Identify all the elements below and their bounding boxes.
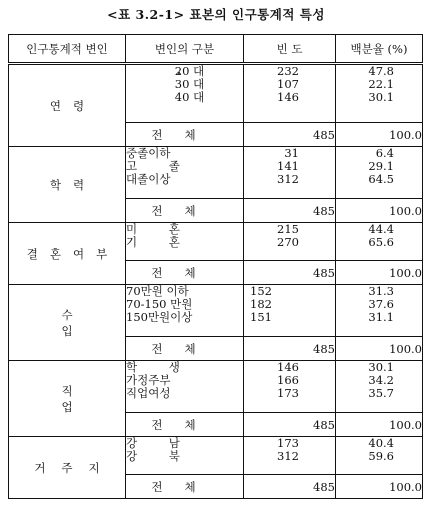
subgroup-label: 직업여성	[126, 386, 171, 400]
frequency-value: 182	[250, 297, 272, 311]
total-frequency: 485	[244, 413, 336, 437]
category-marital: 결혼여부	[9, 223, 126, 285]
subgroup-label: 미 혼	[126, 222, 194, 236]
percent-value: 30.1	[368, 90, 394, 104]
percent-value: 64.5	[368, 172, 394, 186]
frequency-value: 270	[277, 235, 299, 249]
category-residence: 거주지	[9, 437, 126, 499]
total-frequency: 485	[244, 199, 336, 223]
percent-value: 37.6	[368, 297, 394, 311]
total-label: 전체	[126, 475, 244, 499]
subgroup-list	[126, 64, 244, 123]
subgroup-label: 가정주부	[126, 373, 171, 387]
table-row-residence	[9, 437, 423, 475]
category-education: 학력	[9, 147, 126, 223]
percent-value: 29.1	[368, 159, 394, 173]
percent-value: 40.4	[368, 436, 394, 450]
demographics-table	[8, 34, 423, 499]
subgroup-list	[126, 223, 244, 261]
header-frequency: 빈 도	[244, 35, 336, 64]
subgroup-list	[126, 285, 244, 337]
total-percent: 100.0	[336, 261, 423, 285]
percent-list	[336, 285, 423, 337]
percent-value: 31.3	[368, 284, 394, 298]
percent-list	[336, 147, 423, 199]
total-frequency: 485	[244, 123, 336, 147]
percent-list	[336, 223, 423, 261]
header-percent: 백분율 (%)	[336, 35, 423, 64]
frequency-value: 107	[277, 77, 299, 91]
frequency-value: 173	[277, 436, 299, 450]
frequency-value: 173	[277, 386, 299, 400]
frequency-list	[244, 147, 336, 199]
percent-value: 35.7	[368, 386, 394, 400]
total-label: 전체	[126, 413, 244, 437]
frequency-list	[244, 361, 336, 413]
subgroup-label: 학 생	[126, 360, 194, 374]
frequency-value: 232	[277, 64, 299, 78]
subgroup-label: 150만원이상	[126, 310, 193, 324]
total-label: 전체	[126, 337, 244, 361]
table-row-age	[9, 64, 423, 123]
frequency-value: 146	[277, 360, 299, 374]
frequency-value: 312	[277, 172, 299, 186]
total-percent: 100.0	[336, 475, 423, 499]
percent-value: 22.1	[368, 77, 394, 91]
subgroup-label: 강 북	[126, 449, 194, 463]
header-category: 인구통계적 변인	[9, 35, 126, 64]
percent-value: 59.6	[368, 449, 394, 463]
table-caption: <표 3.2-1> 표본의 인구통계적 특성	[107, 7, 325, 22]
percent-value: 47.8	[368, 64, 394, 78]
frequency-list	[244, 64, 336, 123]
frequency-value: 31	[284, 146, 299, 160]
subgroup-label: 고 졸	[126, 159, 194, 173]
frequency-value: 166	[277, 373, 299, 387]
percent-value: 31.1	[368, 310, 394, 324]
subgroup-label: 대졸이상	[126, 172, 171, 186]
percent-value: 44.4	[368, 222, 394, 236]
percent-value: 30.1	[368, 360, 394, 374]
subgroup-label: 70만원 이하	[126, 284, 189, 298]
frequency-value: 141	[277, 159, 299, 173]
subgroup-list	[126, 361, 244, 413]
frequency-value: 146	[277, 90, 299, 104]
total-percent: 100.0	[336, 413, 423, 437]
total-frequency: 485	[244, 337, 336, 361]
subgroup-list	[126, 147, 244, 199]
header-row	[9, 35, 423, 64]
frequency-value: 215	[277, 222, 299, 236]
percent-value: 65.6	[368, 235, 394, 249]
total-percent: 100.0	[336, 337, 423, 361]
total-label: 전체	[126, 261, 244, 285]
subgroup-label: 중졸이하	[126, 146, 171, 160]
frequency-list	[244, 285, 336, 337]
percent-value: 6.4	[375, 146, 394, 160]
subgroup-label: 강 남	[126, 436, 194, 450]
frequency-list	[244, 437, 336, 475]
total-label: 전체	[126, 199, 244, 223]
category-occupation: 직업	[9, 361, 126, 437]
subgroup-label: 70-150 만원	[126, 297, 193, 311]
percent-list	[336, 64, 423, 123]
total-frequency: 485	[244, 475, 336, 499]
total-frequency: 485	[244, 261, 336, 285]
frequency-value: 152	[250, 284, 272, 298]
total-label: 전체	[126, 123, 244, 147]
total-percent: 100.0	[336, 123, 423, 147]
category-income: 수입	[9, 285, 126, 361]
frequency-list	[244, 223, 336, 261]
subgroup-label: 20 대	[174, 64, 205, 78]
subgroup-label: 40 대	[174, 90, 205, 104]
table-row-occupation	[9, 361, 423, 413]
subgroup-label: 30 대	[174, 77, 205, 91]
subgroup-list	[126, 437, 244, 475]
category-age: 연령	[9, 64, 126, 147]
total-percent: 100.0	[336, 199, 423, 223]
percent-value: 34.2	[368, 373, 394, 387]
table-row-income	[9, 285, 423, 337]
table-row-marital	[9, 223, 423, 261]
subgroup-label: 기 혼	[126, 235, 194, 249]
frequency-value: 151	[250, 310, 272, 324]
frequency-value: 312	[277, 449, 299, 463]
percent-list	[336, 361, 423, 413]
percent-list	[336, 437, 423, 475]
header-subgroup: 변인의 구분	[126, 35, 244, 64]
table-row-education	[9, 147, 423, 199]
